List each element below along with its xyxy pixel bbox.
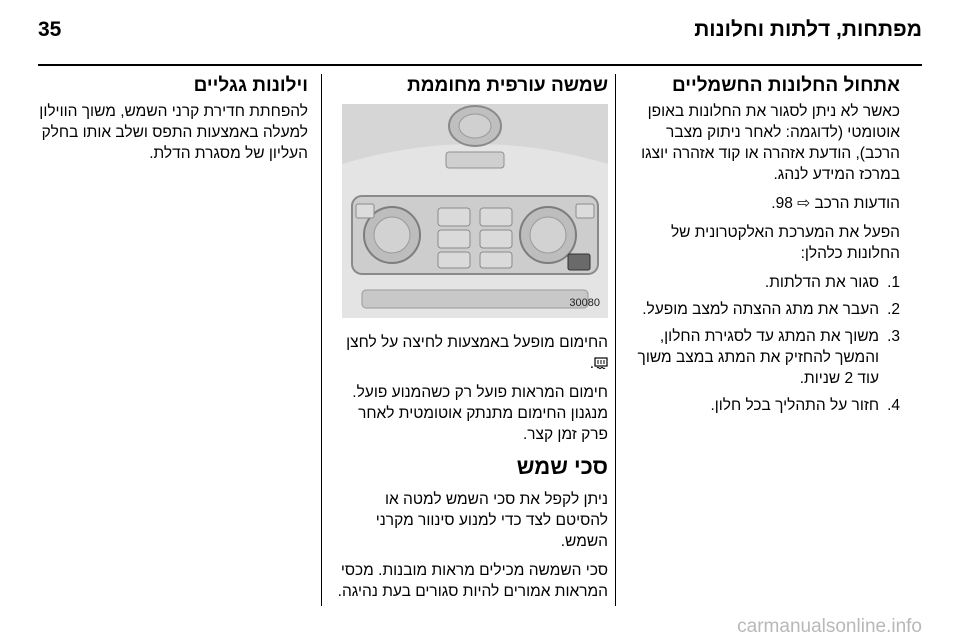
section-heading-window-init: אתחול החלונות החשמליים xyxy=(671,75,900,96)
step-item xyxy=(622,395,900,416)
heated-window-operation: חימום המראות פועל רק כשהמנוע פועל. מנגנון החימום מתנתק אוטומטית לאחר פרק זמן קצר. xyxy=(352,384,608,443)
header-rule xyxy=(38,64,922,66)
page-title: מפתחות, דלתות וחלונות xyxy=(694,18,922,41)
heated-window-activation xyxy=(336,332,608,374)
watermark: carmanualsonline.info xyxy=(737,616,922,637)
column-divider xyxy=(615,74,616,606)
step-number: 2. xyxy=(887,301,900,318)
step-item xyxy=(622,272,900,293)
window-init-instructions: הפעל את המערכת האלקטרונית של החלונות כלהלן: xyxy=(670,224,900,262)
column-window-init xyxy=(622,74,900,422)
window-init-intro: כאשר לא ניתן לסגור את החלונות באופן אוטומטי (לדוגמה: לאחר ניתוק מצבר הרכב), הודעת אזהרה או קוד אזהרה יוצגו במרכז המידע לנהג. xyxy=(641,103,900,183)
step-item xyxy=(622,326,900,389)
step-number: 4. xyxy=(887,397,900,414)
step-number: 3. xyxy=(887,328,900,345)
sun-visors-usage: ניתן לקפל את סכי השמש למטה או להסיטם לצד כדי למנוע סינוור מקרני השמש. xyxy=(375,491,608,550)
page-header xyxy=(38,14,922,54)
section-heading-heated-rear-window: שמשה עורפית מחוממת xyxy=(407,75,608,96)
climate-control-panel-photo xyxy=(342,104,608,318)
section-heading-roof-blinds: וילונות גגליים xyxy=(193,75,308,96)
step-number: 1. xyxy=(887,274,900,291)
rear-window-heat-icon xyxy=(594,356,608,370)
photo-code: 30080 xyxy=(569,297,600,309)
column-heated-window xyxy=(336,74,608,610)
heated-window-activation-end: . xyxy=(589,355,594,372)
section-heading-sun-visors: סכי שמש xyxy=(516,454,608,479)
sun-visors-mirrors: סכי השמשה מכילים מראות מובנות. מכסי המראות אמורים להיות סגורים בעת נהיגה. xyxy=(337,562,608,600)
step-item xyxy=(622,299,900,320)
step-text: משוך את המתג עד לסגירת החלון, והמשך להחזיק את המתג במצב משוך עוד 2 שניות. xyxy=(637,328,880,387)
climate-panel-illustration xyxy=(342,104,608,318)
step-text: העבר את מתג ההצתה למצב מופעל. xyxy=(642,301,880,318)
page-number: 35 xyxy=(38,18,62,41)
column-divider xyxy=(321,74,322,606)
roof-blinds-description: להפחתת חדירת קרני השמש, משוך הווילון למעלה באמצעות התפס ושלב אותו בחלק העליון של מסגרת הדלת. xyxy=(39,103,308,162)
column-roof-blinds xyxy=(38,74,308,172)
vehicle-messages-reference: הודעות הרכב ⇨ 98. xyxy=(771,195,900,212)
step-text: סגור את הדלתות. xyxy=(764,274,880,291)
heated-window-activation-text: החימום מופעל באמצעות לחיצה על לחצן xyxy=(346,334,608,351)
step-text: חזור על התהליך בכל חלון. xyxy=(710,397,880,414)
window-init-steps xyxy=(622,272,900,416)
